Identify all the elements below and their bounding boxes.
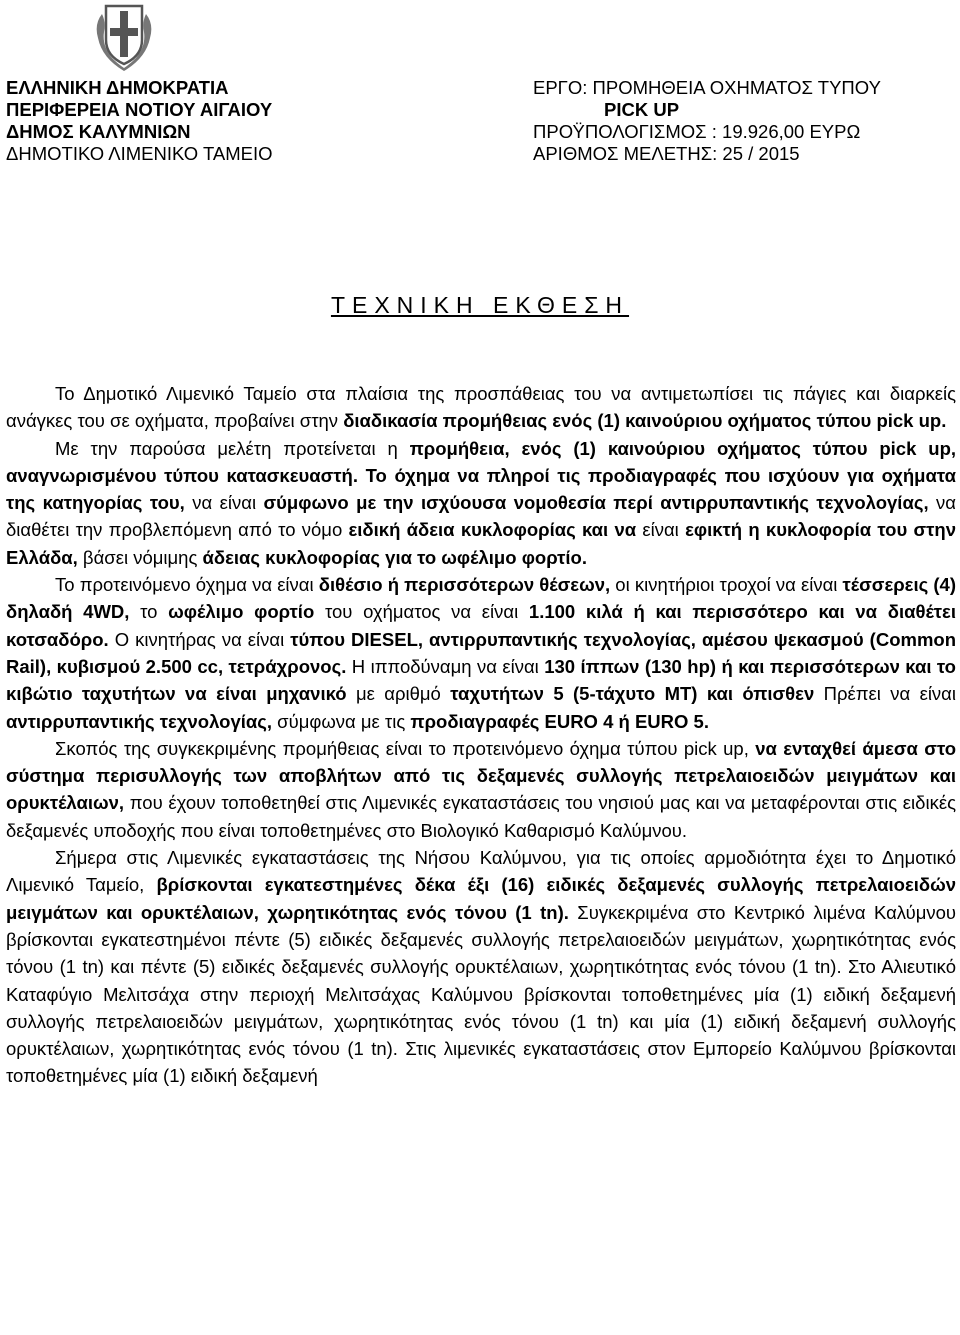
- paragraph-text: σύμφωνα με τις: [272, 710, 411, 732]
- greek-coat-of-arms-emblem: [92, 2, 156, 72]
- paragraph-text: είναι: [636, 519, 686, 541]
- paragraph-text: Το Δημοτικό Λιμενικό Ταμείο στα πλαίσια της προσπάθειας του να αντιμετωπίσει τις πάγιες και διαρκείς ανάγκες του σε οχήματα, προβαίνει στην: [6, 383, 956, 432]
- emphasized-text: τέσσερεις (4) δηλαδή 4WD,: [6, 574, 956, 623]
- body-paragraph: [6, 380, 956, 435]
- paragraph-text: που έχουν τοποθετηθεί στις Λιμενικές εγκαταστάσεις του νησιού μας και να μεταφέρονται στις ειδικές δεξαμενές υποδοχής που είναι τοποθετημένες στο Βιολογικό Καθαρισμό Καλύμνου.: [6, 792, 956, 841]
- project-title-continued: PICK UP: [604, 99, 680, 120]
- emphasized-text: σύμφωνο με την ισχύουσα νομοθεσία περί αντιρρυπαντικής τεχνολογίας,: [263, 492, 929, 514]
- document-title: ΤΕΧΝΙΚΗ ΕΚΘΕΣΗ: [330, 292, 630, 318]
- emphasized-text: βρίσκονται εγκατεστημένες δέκα έξι (16) ειδικές δεξαμενές συλλογής πετρελαιοειδών μειγμάτων και ορυκτέλαιων, χωρητικότητας ενός τόνου (1 tn).: [6, 874, 957, 923]
- paragraph-text: να διαθέτει την προβλεπόμενη από το νόμο: [6, 492, 956, 541]
- paragraph-text: Σκοπός της συγκεκριμένης προμήθειας είναι το προτεινόμενο όχημα τύπου pick up,: [55, 737, 756, 759]
- emphasized-text: διθέσιο ή περισσότερων θέσεων,: [318, 574, 611, 596]
- issuer-line: ΔΗΜΟΣ ΚΑΛΥΜΝΙΩΝ: [6, 121, 191, 142]
- emphasized-text: εφικτή η κυκλοφορία του στην Ελλάδα,: [6, 519, 957, 568]
- paragraph-text: οι κινητήριοι τροχοί να είναι: [610, 574, 843, 596]
- document-body: [6, 380, 956, 1090]
- issuer-line: ΕΛΛΗΝΙΚΗ ΔΗΜΟΚΡΑΤΙΑ: [6, 77, 229, 98]
- paragraph-text: Σήμερα στις Λιμενικές εγκαταστάσεις της Νήσου Καλύμνου, για τις οποίες αρμοδιότητα έχει το Δημοτικό Λιμενικό Ταμείο,: [6, 847, 956, 896]
- body-paragraph: [6, 844, 956, 1090]
- issuer-line: ΠΕΡΙΦΕΡΕΙΑ ΝΟΤΙΟΥ ΑΙΓΑΙΟΥ: [6, 99, 273, 120]
- emphasized-text: Το όχημα να πληροί τις προδιαγραφές που ισχύουν για οχήματα της κατηγορίας του,: [6, 464, 956, 514]
- issuer-line: ΔΗΜΟΤΙΚΟ ΛΙΜΕΝΙΚΟ ΤΑΜΕΙΟ: [6, 143, 273, 164]
- emphasized-text: ωφέλιμο φορτίο: [168, 601, 315, 623]
- emphasized-text: ταχυτήτων 5 (5-τάχυτο MT) και όπισθεν: [450, 683, 815, 705]
- project-budget: ΠΡΟΫΠΟΛΟΓΙΣΜΟΣ : 19.926,00 ΕΥΡΩ: [533, 121, 861, 142]
- emphasized-text: ειδική άδεια κυκλοφορίας και να: [348, 519, 637, 541]
- emphasized-text: προδιαγραφές EURO 4 ή EURO 5.: [410, 710, 709, 732]
- paragraph-text: το: [129, 601, 169, 623]
- emphasized-text: αντιρρυπαντικής τεχνολογίας,: [6, 710, 273, 732]
- paragraph-text: [358, 465, 366, 486]
- issuer-block: [6, 77, 273, 165]
- paragraph-text: με αριθμό: [346, 683, 451, 705]
- paragraph-text: Με την παρούσα μελέτη προτείνεται η: [55, 437, 410, 459]
- study-number: ΑΡΙΘΜΟΣ ΜΕΛΕΤΗΣ: 25 / 2015: [533, 143, 800, 164]
- body-paragraph: [6, 435, 956, 571]
- emphasized-text: 130 ίππων (130 hp) ή και περισσότερων και το κιβώτιο ταχυτήτων να είναι μηχανικό: [6, 655, 956, 705]
- project-block: [533, 77, 881, 165]
- paragraph-text: να είναι: [184, 492, 264, 514]
- project-title: ΕΡΓΟ: ΠΡΟΜΗΘΕΙΑ ΟΧΗΜΑΤΟΣ ΤΥΠΟΥ: [533, 77, 881, 98]
- emphasized-text: άδειας κυκλοφορίας για το ωφέλιμο φορτίο.: [202, 546, 587, 568]
- emphasized-text: να ενταχθεί άμεσα στο σύστημα περισυλλογής των αποβλήτων από τις δεξαμενές συλλογής πετρελαιοειδών μειγμάτων και ορυκτέλαιων,: [6, 737, 956, 814]
- paragraph-text: του οχήματος να είναι: [314, 601, 529, 623]
- paragraph-text: Πρέπει να είναι: [814, 683, 956, 705]
- emphasized-text: τύπου DIESEL, αντιρρυπαντικής τεχνολογίας, αμέσου ψεκασμού (Common Rail), κυβισμού 2.500 cc, τετράχρονος.: [6, 628, 956, 677]
- body-paragraph: [6, 571, 956, 735]
- emphasized-text: διαδικασία προμήθειας ενός (1) καινούριου οχήματος τύπου pick up.: [343, 410, 947, 432]
- paragraph-text: Η ιπποδύναμη να είναι: [346, 655, 545, 677]
- paragraph-text: Συγκεκριμένα στο Κεντρικό λιμένα Καλύμνου βρίσκονται εγκατεστημένοι πέντε (5) ειδικές δεξαμενές συλλογής πετρελαιοειδών μειγμάτων, χωρητικότητας ενός τόνου (1 tn) και πέντε (5) ειδικές δεξαμενές συλλογής ορυκτέλαιων, χωρητικότητας ενός τόνου (1 tn). Στο Αλιευτικό Καταφύγιο Μελιτσάχα στην περιοχή Μελιτσάχας Καλύμνου βρίσκονται τοποθετημένες μία (1) ειδική δεξαμενή συλλογής πετρελαιοειδών μειγμάτων, χωρητικότητας ενός τόνου (1 tn) και μία (1) ειδική δεξαμενή συλλογής ορυκτέλαιων, χωρητικότητας ενός τόνου (1 tn). Στις λιμενικές εγκαταστάσεις στον Εμπορείο Καλύμνου βρίσκονται τοποθετημένες μία (1) ειδική δεξαμενή: [6, 901, 957, 1087]
- emphasized-text: 1.100 κιλά ή και περισσότερο και να διαθέτει κοτσαδόρο.: [6, 601, 956, 650]
- paragraph-text: βάσει νόμιμης: [77, 546, 203, 568]
- paragraph-text: Το προτεινόμενο όχημα να είναι: [55, 574, 319, 596]
- paragraph-text: Ο κινητήρας να είναι: [108, 628, 291, 650]
- body-paragraph: [6, 735, 956, 844]
- emphasized-text: προμήθεια, ενός (1) καινούριου οχήματος τύπου pick up, αναγνωρισμένου τύπου κατασκευαστή.: [6, 437, 957, 486]
